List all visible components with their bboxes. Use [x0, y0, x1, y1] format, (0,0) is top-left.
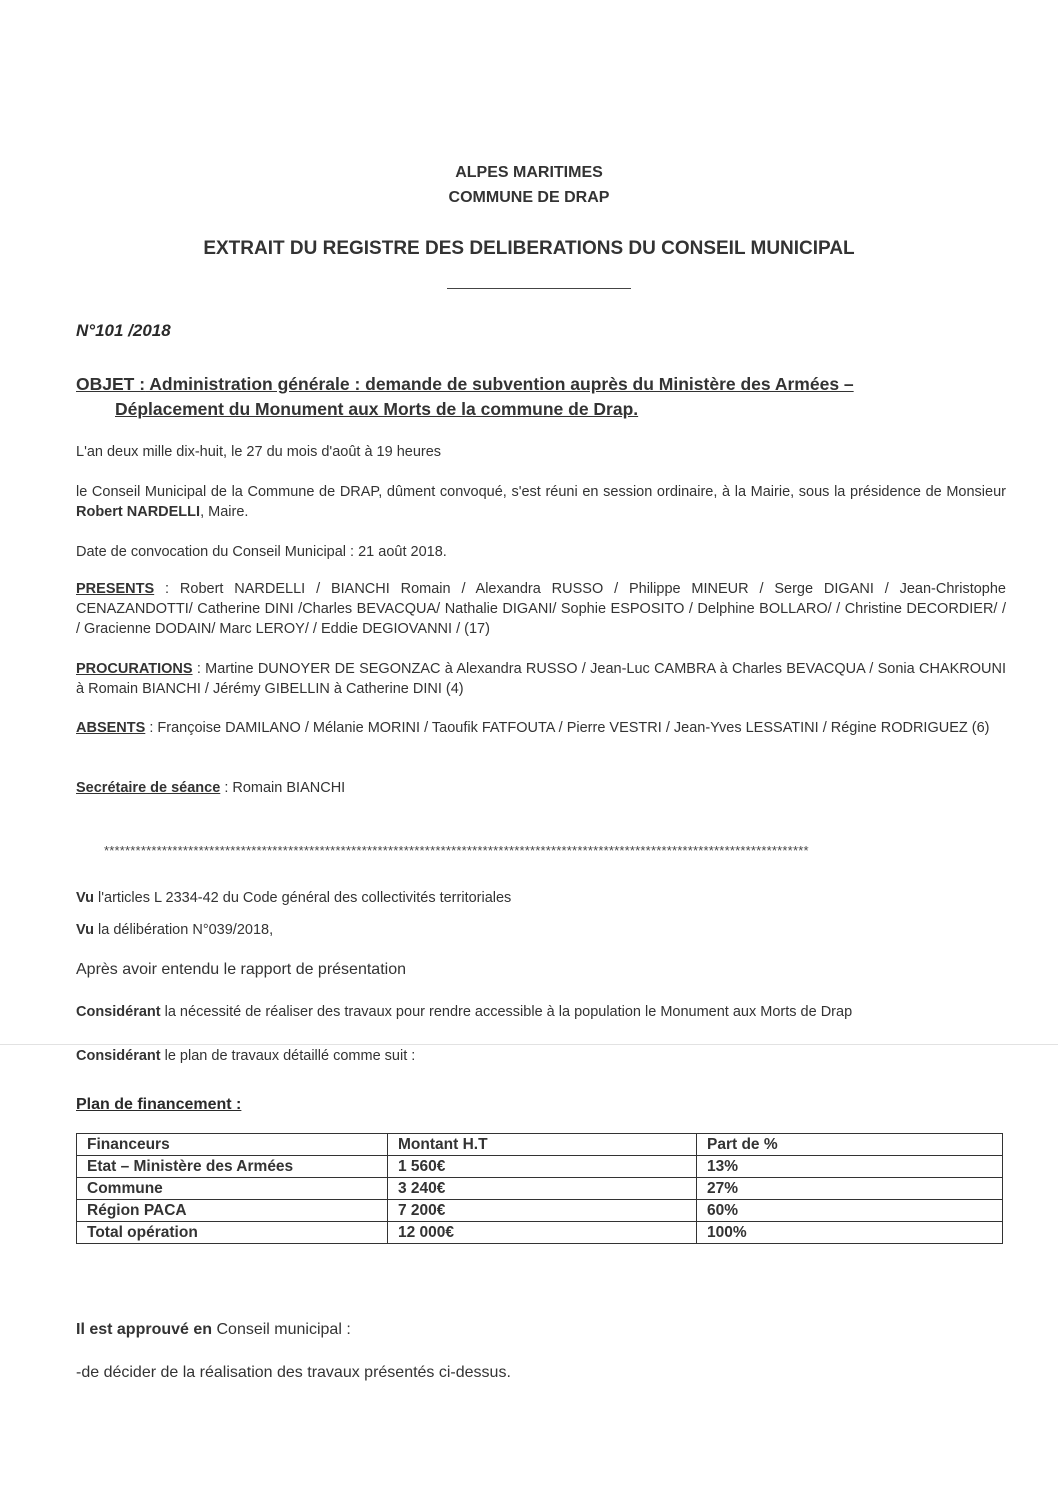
considerant-text-2: le plan de travaux détaillé comme suit :: [160, 1048, 416, 1064]
asterisk-separator: **************************************************************************************************************************************: [104, 843, 809, 858]
part-cell: 27%: [697, 1178, 1003, 1200]
decision-line-1: -de décider de la réalisation des travaux présentés ci-dessus.: [76, 1364, 511, 1381]
procurations-list: : Martine DUNOYER DE SEGONZAC à Alexandra RUSSO / Jean-Luc CAMBRA à Charles BEVACQUA / Sonia CHAKROUNI à Romain BIANCHI / Jérémy GIBELLIN à Catherine DINI (4): [76, 661, 1006, 697]
council-suffix: , Maire.: [200, 504, 249, 520]
financeur-cell: Total opération: [77, 1222, 388, 1244]
department-heading: ALPES MARITIMES: [455, 164, 603, 181]
presents-paragraph: [76, 579, 1006, 639]
absents-label: ABSENTS: [76, 720, 146, 736]
objet-line-2: Déplacement du Monument aux Morts de la commune de Drap.: [115, 399, 639, 419]
part-cell: 60%: [697, 1200, 1003, 1222]
vu-articles-text: l'articles L 2334-42 du Code général des collectivités territoriales: [94, 890, 512, 906]
table-row: [77, 1178, 1003, 1200]
approval-label: Il est approuvé en: [76, 1321, 213, 1338]
header-montant: Montant H.T: [388, 1134, 697, 1156]
montant-cell: 1 560€: [388, 1156, 697, 1178]
financeur-cell: Etat – Ministère des Armées: [77, 1156, 388, 1178]
president-name: Robert NARDELLI: [76, 504, 201, 520]
vu-label: Vu: [76, 890, 94, 906]
objet-line-1: Administration générale : demande de subvention auprès du Ministère des Armées –: [145, 374, 854, 394]
objet-label: OBJET :: [76, 374, 146, 394]
deliberation-number: N°101 /2018: [76, 321, 171, 340]
absents-paragraph: [76, 718, 1006, 738]
table-row: [77, 1200, 1003, 1222]
presents-list: : Robert NARDELLI / BIANCHI Romain / Alexandra RUSSO / Philippe MINEUR / Serge DIGANI / Jean-Christophe CENAZANDOTTI/ Catherine DINI /Charles BEVACQUA/ Nathalie DIGANI/ Sophie ESPOSITO / Delphine BOLLARO/ / Christine DECORDIER/ / / Gracienne DODAIN/ Marc LEROY/ / Eddie DEGIOVANNI / (17): [76, 581, 1006, 637]
rapport-line: Après avoir entendu le rapport de présentation: [76, 961, 406, 978]
procurations-paragraph: [76, 659, 1006, 699]
table-header-row: [77, 1134, 1003, 1156]
montant-cell: 3 240€: [388, 1178, 697, 1200]
vu-label: Vu: [76, 922, 94, 938]
plan-financement-title: Plan de financement :: [76, 1096, 242, 1113]
approval-text: Conseil municipal :: [212, 1321, 351, 1338]
financeur-cell: Région PACA: [77, 1200, 388, 1222]
vu-deliberation-line: [76, 920, 1006, 940]
financeur-cell: Commune: [77, 1178, 388, 1200]
title-underline-rule: [447, 288, 631, 289]
council-paragraph: [76, 482, 1006, 522]
montant-cell: 12 000€: [388, 1222, 697, 1244]
table-row: [77, 1156, 1003, 1178]
absents-list: : Françoise DAMILANO / Mélanie MORINI / Taoufik FATFOUTA / Pierre VESTRI / Jean-Yves LESSATINI / Régine RODRIGUEZ (6): [145, 720, 990, 736]
considerant-label: Considérant: [76, 1004, 161, 1020]
commune-heading: COMMUNE DE DRAP: [448, 189, 610, 206]
council-text: le Conseil Municipal de la Commune de DRAP, dûment convoqué, s'est réuni en session ordinaire, à la Mairie, sous la présidence de Monsieur: [76, 484, 1006, 500]
header-financeurs: Financeurs: [77, 1134, 388, 1156]
vu-articles-line: [76, 888, 1006, 908]
considerant-line-2: [76, 1046, 1006, 1066]
objet-block: [76, 372, 976, 422]
presents-label: PRESENTS: [76, 581, 155, 597]
vu-deliberation-text: la délibération N°039/2018,: [94, 922, 274, 938]
considerant-label: Considérant: [76, 1048, 161, 1064]
scan-page-seam: [0, 1044, 1058, 1045]
secretaire-paragraph: [76, 778, 1006, 798]
procurations-label: PROCURATIONS: [76, 661, 193, 677]
considerant-text-1: la nécessité de réaliser des travaux pour rendre accessible à la population le Monument aux Morts de Drap: [160, 1004, 853, 1020]
session-date-line: L'an deux mille dix-huit, le 27 du mois d'août à 19 heures: [76, 444, 442, 460]
convocation-date-line: Date de convocation du Conseil Municipal : 21 août 2018.: [76, 544, 447, 560]
part-cell: 13%: [697, 1156, 1003, 1178]
montant-cell: 7 200€: [388, 1200, 697, 1222]
financing-table: [76, 1133, 1003, 1244]
header-part: Part de %: [697, 1134, 1003, 1156]
part-cell: 100%: [697, 1222, 1003, 1244]
approval-line: [76, 1320, 1006, 1340]
table-total-row: [77, 1222, 1003, 1244]
document-title: EXTRAIT DU REGISTRE DES DELIBERATIONS DU CONSEIL MUNICIPAL: [203, 238, 855, 259]
secretaire-name: : Romain BIANCHI: [220, 780, 346, 796]
secretaire-label: Secrétaire de séance: [76, 780, 221, 796]
considerant-line-1: [76, 1002, 1006, 1022]
